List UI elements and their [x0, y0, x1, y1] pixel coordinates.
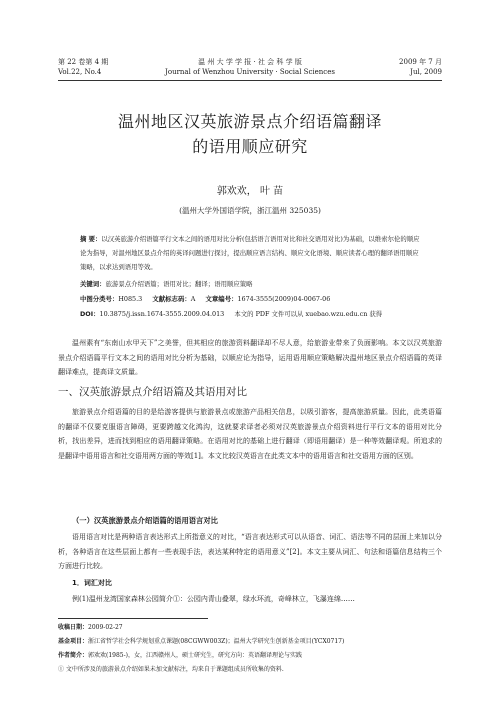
article-title-line2: 的语用顺应研究	[192, 137, 308, 156]
subsection-heading: （一）汉英旅游景点介绍语篇的语用语言对比	[72, 516, 218, 525]
received-value: 2009-02-27	[88, 624, 123, 631]
abstract	[80, 232, 420, 274]
example-paragraph: 例(1)温州龙湾国家森林公园简介①：公园内青山叠翠，绿水环流，奇峰林立，飞瀑连绵……	[72, 595, 355, 603]
doi-line	[80, 309, 430, 320]
doi: 10.3875/j.issn.1674-3555.2009.04.013	[99, 310, 225, 318]
author-bio	[58, 650, 448, 662]
issue-date-cn: 2009 年 7 月	[399, 58, 442, 66]
footnote-1: ① 文中所涉及的旅游景点介绍如果未加文献标注，均来自于课题组成员所收集的资料.	[58, 666, 284, 673]
volume-cn: 第 22 卷第 4 期	[58, 58, 109, 66]
fund-label: 基金项目：	[58, 638, 89, 645]
journal-name-en: Journal of Wenzhou University · Social Sciences	[165, 68, 335, 76]
fund-value: 浙江省哲学社会科学规划重点课题(08CGWW003Z)；温州大学研究生创新基金项目(YCX0717)	[88, 638, 345, 645]
received-date	[58, 622, 448, 634]
subsubsection-heading: 1．词汇对比	[72, 579, 112, 587]
pdf-availability-note: 本文的 PDF 文件可以从 xuebao.wzu.edu.cn 获得	[234, 310, 383, 318]
received-label: 收稿日期：	[58, 624, 89, 631]
affiliation: (温州大学外国语学院，浙江温州 325035)	[179, 206, 321, 215]
subsection-paragraph: 语用语言对比是两种语言表达形式上所指意义的对比，“语言表达形式可以从语音、词汇、语法等不同的层面上来加以分析，各种语言在这些层面上都有一些表现手法，表达某种特定的语用意义”[2]。本文主要从词汇、句法和语篇信息结构三个方面进行比较。	[58, 533, 442, 570]
issue-date-en: Jul, 2009	[410, 68, 442, 76]
header-rule	[58, 80, 442, 81]
section-paragraph: 旅游景点介绍语篇的目的是给游客提供与旅游景点或旅游产品相关信息，以吸引游客，提高旅游质量。因此，此类语篇的翻译不仅要克服语言障碍，更要跨越文化鸿沟，这就要求译者必须对汉英旅游景点介绍资料进行平行文本的语用对比分析，找出差异，进而找到相应的语用翻译策略。在语用对比的基础上进行翻译（即语用翻译）是一种等效翻译观。所追求的是翻译中语用语言和社交语用两方面的等效[1]。本文比较汉英语言在此类文本中的语用语言和社交语用方面的区别。	[58, 408, 442, 460]
keywords-label: 关键词：	[80, 280, 106, 288]
footnote-rule	[58, 618, 208, 619]
keywords: 旅游景点介绍语篇；语用对比；翻译；语用顺应策略	[105, 280, 253, 288]
fund-line	[58, 636, 448, 648]
section-heading: 一、汉英旅游景点介绍语篇及其语用对比	[58, 386, 247, 398]
doc-code-label: 文献标志码：	[152, 295, 191, 303]
classification-line	[80, 294, 430, 305]
bio-value: 郭欢欢(1985-)，女，江西赣州人，硕士研究生，研究方向：英语翻译理论与实践	[88, 652, 302, 659]
doi-label: DOI：	[80, 310, 100, 318]
volume-en: Vol.22, No.4	[58, 68, 102, 76]
article-number: 1674-3555(2009)04-0067-06	[237, 295, 331, 303]
intro-paragraph: 温州素有“东南山水甲天下”之美誉，但其相应的旅游资料翻译却不尽人意，给旅游业带来了负面影响。本文以汉英旅游景点介绍语篇平行文本之间的语用对比分析为基础，以顺应论为指导，运用语用顺应策略解决温州地区景点介绍语篇的英译翻译难点，提高译文质量。	[58, 339, 442, 376]
doc-code: A	[190, 295, 196, 303]
clc-code: H085.3	[118, 295, 143, 303]
journal-name-cn: 温 州 大 学 学 报 · 社 会 科 学 版	[198, 58, 302, 66]
bio-label: 作者简介：	[58, 652, 89, 659]
article-title-line1: 温州地区汉英旅游景点介绍语篇翻译	[117, 112, 382, 131]
abstract-label: 摘 要：	[80, 235, 102, 243]
keywords-line	[80, 279, 430, 290]
abstract-text: 以汉英旅游介绍语篇平行文本之间的语用对比分析(包括语言语用对比和社交语用对比)为基础，以维索尔伦的顺应论为指导，对温州地区景点介绍的英译问题进行探讨，提出顺应语言结构、顺应文化语境、顺应读者心理的翻译语用顺应策略，以求达到语用等效。	[80, 235, 420, 271]
authors: 郭欢欢， 叶 苗	[216, 186, 284, 197]
article-number-label: 文章编号：	[205, 295, 238, 303]
clc-label: 中图分类号：	[80, 295, 119, 303]
